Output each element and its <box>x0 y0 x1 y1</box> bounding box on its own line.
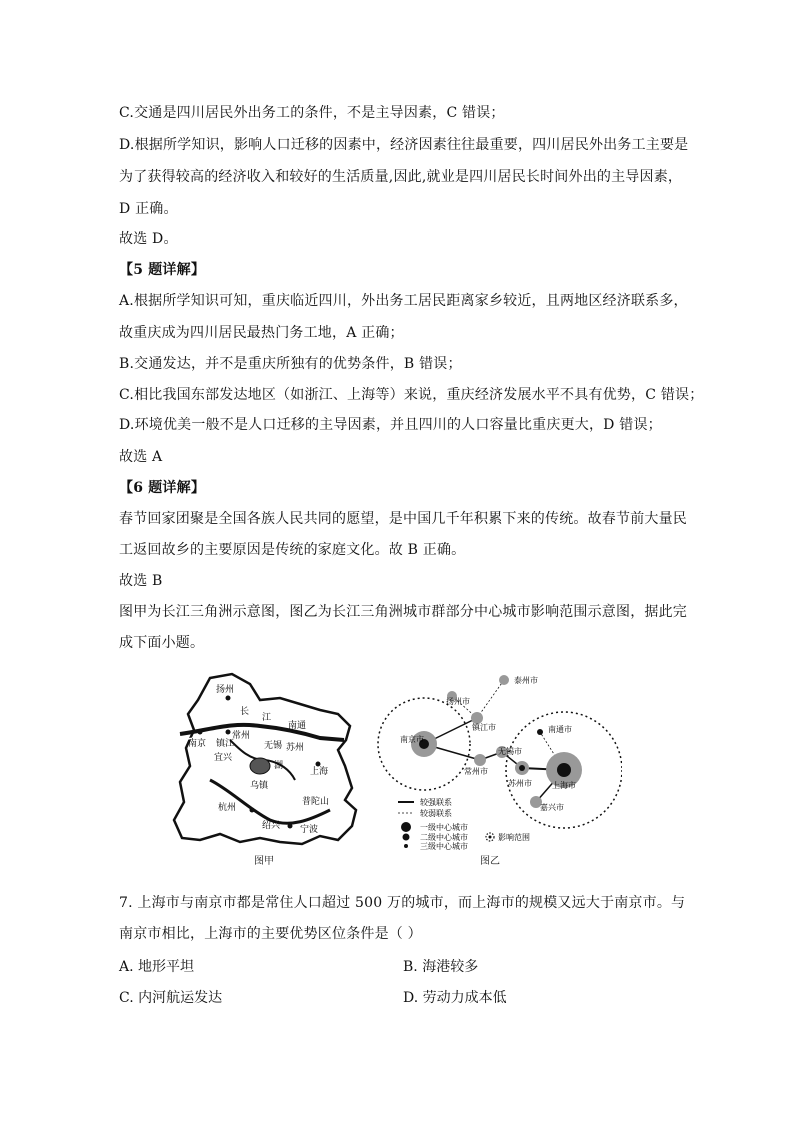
city-label: 常州市 <box>464 767 488 776</box>
map-label: 绍兴 <box>262 821 281 831</box>
question-stem: 南京市相比，上海市的主要优势区位条件是（ ） <box>119 926 422 942</box>
text-line: 工返回故乡的主要原因是传统的家庭文化。故 B 正确。 <box>119 542 466 558</box>
text-line: 成下面小题。 <box>119 635 205 651</box>
map-label: 南京 <box>188 739 207 749</box>
map-label: 南通 <box>288 721 307 731</box>
text-line: C.交通是四川居民外出务工的条件，不是主导因素，C 错误； <box>119 105 505 121</box>
option-b: B. 海港较多 <box>403 959 479 975</box>
map-label: 镇江 <box>216 739 235 749</box>
map-label: 长 <box>240 707 250 717</box>
text-line: 故重庆成为四川居民最热门务工地，A 正确； <box>119 325 404 341</box>
figure-caption: 图乙 <box>480 856 500 867</box>
text-line: 春节回家团聚是全国各族人民共同的愿望，是中国几千年积累下来的传统。故春节前大量民 <box>119 511 687 527</box>
map-label: 上海 <box>310 767 329 777</box>
map-label: 苏州 <box>286 743 305 753</box>
text-line: 故选 D。 <box>119 231 178 247</box>
text-line: 为了获得较高的经济收入和较好的生活质量,因此,就业是四川居民长时间外出的主导因素， <box>119 169 683 185</box>
legend-label: 较强联系 <box>420 798 452 807</box>
map-yi-figure <box>372 670 622 850</box>
text-line: C.相比我国东部发达地区（如浙江、上海等）来说，重庆经济发展水平不具有优势，C 错误； <box>119 387 704 403</box>
map-label: 常州 <box>232 731 251 741</box>
map-yi-svg <box>372 670 622 850</box>
map-label: 乌镇 <box>250 781 269 791</box>
city-label: 嘉兴市 <box>540 803 564 812</box>
map-label: 江 <box>262 713 272 723</box>
legend-label: 二级中心城市 <box>420 833 468 842</box>
map-label: 湖 <box>274 761 284 771</box>
map-label: 杭州 <box>218 803 237 813</box>
legend-label: 影响范围 <box>498 833 530 842</box>
text-line: 故选 B <box>119 573 163 589</box>
city-label: 镇江市 <box>472 723 496 732</box>
map-jia-svg <box>170 670 375 850</box>
map-label: 宜兴 <box>214 753 233 763</box>
figure-caption: 图甲 <box>254 856 274 867</box>
map-jia-figure <box>170 670 375 850</box>
option-a: A. 地形平坦 <box>119 959 195 975</box>
text-line: 图甲为长江三角洲示意图，图乙为长江三角洲城市群部分中心城市影响范围示意图，据此完 <box>119 604 687 620</box>
city-label: 南通市 <box>548 725 572 734</box>
option-c: C. 内河航运发达 <box>119 990 223 1006</box>
legend-label: 三级中心城市 <box>420 842 468 850</box>
option-d: D. 劳动力成本低 <box>403 990 507 1006</box>
city-label: 泰州市 <box>514 676 538 685</box>
map-label: 宁波 <box>300 825 319 835</box>
question-stem: 7. 上海市与南京市都是常住人口超过 500 万的城市，而上海市的规模又远大于南京市。与 <box>119 895 686 911</box>
text-line: 故选 A <box>119 449 163 465</box>
city-label: 扬州市 <box>446 697 470 706</box>
map-label: 无锡 <box>264 741 283 751</box>
text-line: D 正确。 <box>119 201 178 217</box>
text-line: A.根据所学知识可知，重庆临近四川，外出务工居民距离家乡较近，且两地区经济联系多， <box>119 293 688 309</box>
city-label: 苏州市 <box>508 779 532 788</box>
section-heading: 【6 题详解】 <box>119 480 206 496</box>
city-label: 无锡市 <box>498 747 522 756</box>
city-label: 南京市 <box>400 735 424 744</box>
text-line: D.根据所学知识，影响人口迁移的因素中，经济因素往往最重要，四川居民外出务工主要是 <box>119 137 689 153</box>
text-line: B.交通发达，并不是重庆所独有的优势条件，B 错误； <box>119 356 462 372</box>
legend-label: 一级中心城市 <box>420 823 468 832</box>
text-line: D.环境优美一般不是人口迁移的主导因素，并且四川的人口容量比重庆更大，D 错误； <box>119 417 662 433</box>
section-heading: 【5 题详解】 <box>119 262 206 278</box>
map-label: 普陀山 <box>302 797 330 807</box>
legend-label: 较弱联系 <box>420 809 452 818</box>
city-label: 上海市 <box>552 781 576 790</box>
map-label: 扬州 <box>216 685 235 695</box>
legend <box>398 797 530 850</box>
